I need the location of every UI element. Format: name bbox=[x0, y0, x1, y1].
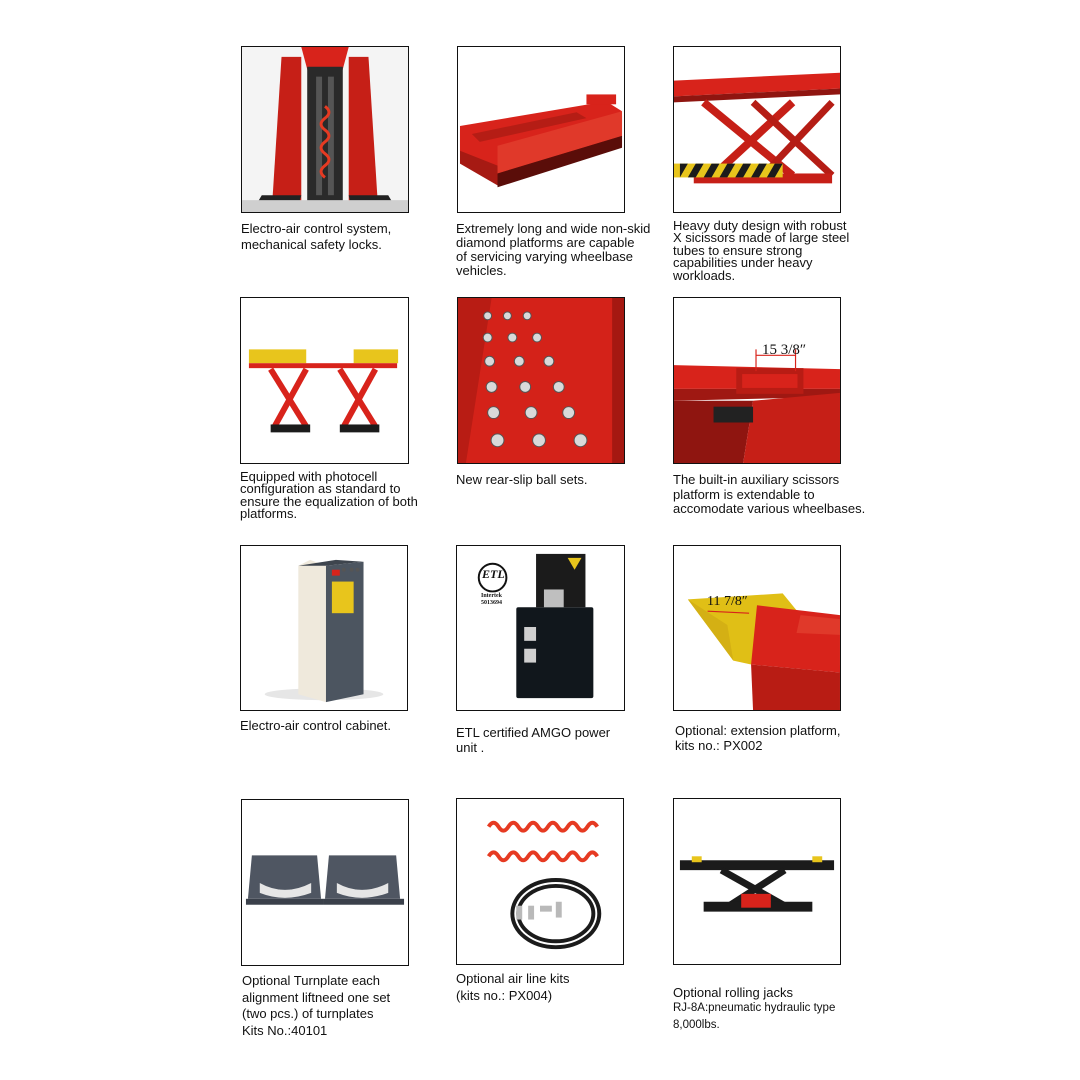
image-x-scissors bbox=[673, 46, 841, 213]
caption-ball-sets: New rear-slip ball sets. bbox=[456, 472, 588, 487]
image-turnplates bbox=[241, 799, 409, 966]
image-extension-platform bbox=[673, 545, 841, 711]
image-control-system bbox=[241, 46, 409, 213]
image-auxiliary-platform bbox=[673, 297, 841, 464]
caption-auxiliary-platform: The built-in auxiliary scissors platform is extendable to accomodate various wheelbases. bbox=[673, 472, 866, 517]
caption-rolling-jacks-detail: RJ-8A:pneumatic hydraulic type 8,000lbs. bbox=[673, 1002, 836, 1032]
image-diamond-platforms bbox=[457, 46, 625, 213]
caption-photocell: Equipped with photocell configuration as standard to ensure the equalization of both platforms. bbox=[240, 469, 418, 522]
image-air-line-kits bbox=[456, 798, 624, 965]
caption-rolling-jacks-title: Optional rolling jacks bbox=[673, 984, 793, 1000]
caption-extension-platform: Optional: extension platform, kits no.: PX002 bbox=[675, 723, 841, 753]
image-control-cabinet bbox=[240, 545, 408, 711]
image-power-unit bbox=[456, 545, 625, 711]
caption-x-scissors: Heavy duty design with robust X sicissors made of large steel tubes to ensure strong capabilities under heavy workloads. bbox=[673, 218, 850, 283]
caption-air-line-kits: Optional air line kits (kits no.: PX004) bbox=[456, 971, 570, 1003]
image-ball-sets bbox=[457, 297, 625, 464]
caption-power-unit: ETL certified AMGO power unit . bbox=[456, 725, 611, 755]
caption-diamond-platforms: Extremely long and wide non-skid diamond platforms are capable of servicing varying wheelbase vehicles. bbox=[456, 221, 651, 279]
caption-control-cabinet: Electro-air control cabinet. bbox=[240, 718, 392, 733]
image-photocell bbox=[240, 297, 409, 464]
caption-control-system: Electro-air control system, mechanical safety locks. bbox=[241, 221, 392, 252]
etl-logo-text: ETL bbox=[482, 567, 505, 581]
caption-turnplates: Optional Turnplate each alignment liftneed one set (two pcs.) of turnplates Kits No.:40101 bbox=[242, 973, 391, 1038]
caption-rolling-jacks bbox=[673, 971, 883, 1049]
image-rolling-jacks bbox=[673, 798, 841, 965]
dimension-label: 15 3/8″ bbox=[762, 342, 807, 358]
intertek-text: Intertek 5013694 bbox=[481, 593, 502, 606]
dimension-label: 11 7/8″ bbox=[707, 594, 748, 609]
